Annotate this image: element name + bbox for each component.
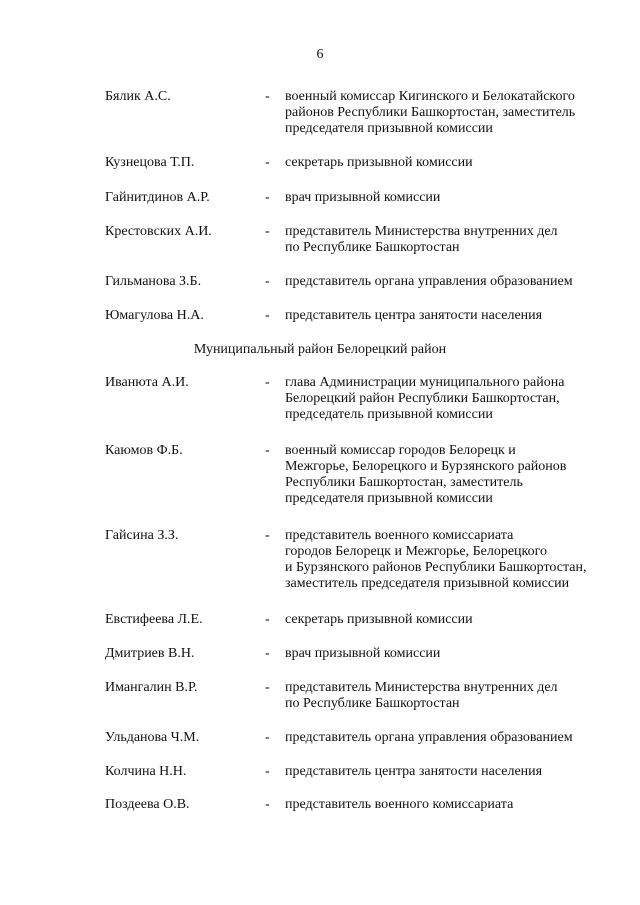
member-name: Гайсина З.З.: [105, 528, 179, 543]
member-role: представитель военного комиссариата городов Белорецк и Межгорье, Белорецкого и Бурзянского районов Республики Башкортостан, заместитель председателя призывной комиссии: [285, 528, 587, 591]
section-heading: Муниципальный район Белорецкий район: [193, 342, 447, 357]
separator-dash: -: [265, 528, 270, 543]
member-role: врач призывной комиссии: [285, 646, 441, 661]
member-name: Колчина Н.Н.: [105, 764, 187, 779]
member-role: военный комиссар Кигинского и Белокатайского районов Республики Башкортостан, заместитель председателя призывной комиссии: [285, 89, 576, 136]
separator-dash: -: [265, 308, 270, 323]
member-name: Евстифеева Л.Е.: [105, 612, 203, 627]
member-role: представитель Министерства внутренних дел по Республике Башкортостан: [285, 224, 558, 255]
separator-dash: -: [265, 646, 270, 661]
member-role: представитель органа управления образованием: [285, 730, 573, 745]
member-role: представитель центра занятости населения: [285, 764, 543, 779]
member-role: представитель органа управления образованием: [285, 274, 573, 289]
member-role: глава Администрации муниципального района Белорецкий район Республики Башкортостан, председатель призывной комиссии: [285, 375, 565, 422]
separator-dash: -: [265, 764, 270, 779]
separator-dash: -: [265, 155, 270, 170]
separator-dash: -: [265, 612, 270, 627]
separator-dash: -: [265, 274, 270, 289]
separator-dash: -: [265, 89, 270, 104]
member-name: Гайнитдинов А.Р.: [105, 190, 210, 205]
separator-dash: -: [265, 224, 270, 239]
member-name: Крестовских А.И.: [105, 224, 212, 239]
separator-dash: -: [265, 797, 270, 812]
separator-dash: -: [265, 680, 270, 695]
separator-dash: -: [265, 443, 270, 458]
separator-dash: -: [265, 375, 270, 390]
member-role: военный комиссар городов Белорецк и Межгорье, Белорецкого и Бурзянского районов Республики Башкортостан, заместитель председателя призывной комиссии: [285, 443, 567, 506]
member-role: секретарь призывной комиссии: [285, 155, 473, 170]
member-name: Имангалин В.Р.: [105, 680, 198, 695]
member-name: Юмагулова Н.А.: [105, 308, 204, 323]
member-name: Гильманова З.Б.: [105, 274, 202, 289]
member-name: Дмитриев В.Н.: [105, 646, 195, 661]
separator-dash: -: [265, 730, 270, 745]
member-role: врач призывной комиссии: [285, 190, 441, 205]
member-role: представитель центра занятости населения: [285, 308, 543, 323]
member-name: Каюмов Ф.Б.: [105, 443, 183, 458]
member-name: Бялик А.С.: [105, 89, 171, 104]
member-role: секретарь призывной комиссии: [285, 612, 473, 627]
member-role: представитель военного комиссариата: [285, 797, 514, 812]
member-name: Кузнецова Т.П.: [105, 155, 195, 170]
member-role: представитель Министерства внутренних дел по Республике Башкортостан: [285, 680, 558, 711]
separator-dash: -: [265, 190, 270, 205]
page-number: 6: [316, 47, 324, 62]
member-name: Иванюта А.И.: [105, 375, 189, 390]
member-name: Поздеева О.В.: [105, 797, 190, 812]
member-name: Ульданова Ч.М.: [105, 730, 200, 745]
